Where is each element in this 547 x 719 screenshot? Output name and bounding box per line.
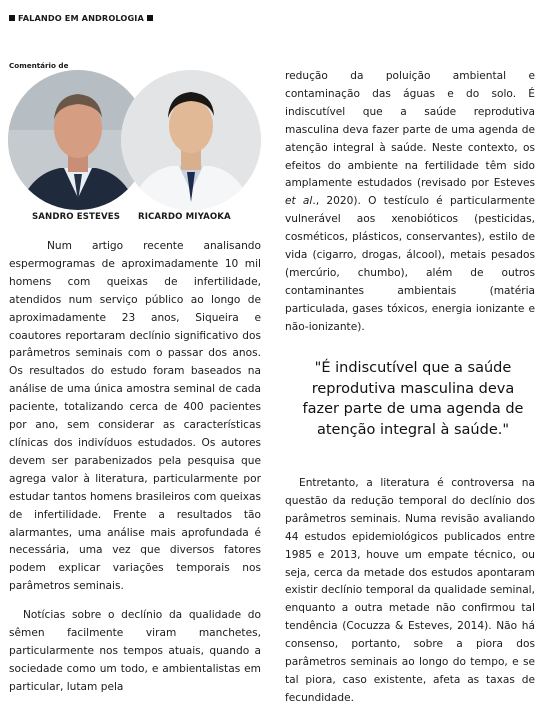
left-column [9,238,261,697]
square-bullet-icon [147,15,153,21]
paragraph: Num artigo recente analisando espermogramas de aproximadamente 10 mil homens com queixas de infertilidade, atendidos num serviço público ao longo de aproximadamente 23 anos, Siqueira e coautores reportaram declínio significativo dos parâmetros seminais com o passar dos anos. Os resultados do estudo foram baseados na análise de uma única amostra seminal de cada paciente, totalizando cerca de 400 pacientes por ano, sem considerar as características clínicas dos indivíduos estudados. Os autores devem ser parabenizados pela pesquisa que agrega valor à literatura, particularmente por estudar tantos homens brasileiros com queixas de infertilidade. Frente a resultados tão alarmantes, uma análise mais aprofundada é necessária, uma vez que diversos fatores podem explicar variações temporais nos parâmetros seminais. [9,240,261,593]
author-name-1: SANDRO ESTEVES [32,212,120,222]
author-name-2: RICARDO MIYAOKA [138,212,231,222]
comment-label: Comentário de [9,61,69,70]
section-title: FALANDO EM ANDROLOGIA [17,13,144,23]
author-photo-2 [121,70,261,210]
pull-quote: "É indiscutível que a saúde reprodutiva masculina deva fazer parte de uma agenda de atenção integral à saúde." [302,360,524,438]
paragraph-text: redução da poluição ambiental e contaminação das águas e do solo. É indiscutível que a saúde reprodutiva masculina deva fazer parte de uma agenda de atenção integral à saúde. Neste contexto, os efeitos do ambiente na fertilidade têm sido amplamente estudados (revisado por Esteves [285,70,535,190]
right-column-bottom [285,475,535,708]
paragraph: Entretanto, a literatura é controversa na questão da redução temporal do declínio dos parâmetros seminais. Numa revisão avaliando 44 estudos epidemiológicos publicados entre 1985 e 2013, houve um empate técnico, ou seja, cerca da metade dos estudos apontaram existir declínio temporal da qualidade seminal, enquanto a outra metade não confirmou tal tendência (Cocuzza & Esteves, 2014). Não há consenso, portanto, sobre a piora dos parâmetros seminais ao longo do tempo, e se tal piora, caso existente, afeta as taxas de fecundidade. [285,477,535,704]
paragraph [285,68,535,337]
section-header [9,13,153,23]
paragraph: Notícias sobre o declínio da qualidade do sêmen facilmente viram manchetes, particularmente nos tempos atuais, quando a sociedade como um todo, e ambientalistas em particular, lutam pela [9,609,261,693]
right-column-top [285,68,535,337]
italic-text: et al [285,195,313,208]
paragraph-text: ., 2020). O testículo é particularmente vulnerável aos xenobióticos (pesticidas, cosméticos, plásticos, conservantes), estilo de vida (cigarro, drogas, álcool), metais pesados (mercúrio, chumbo), além de outros contaminantes ambientais (matéria particulada, gases tóxicos, energia ionizante e não-ionizante). [285,195,535,333]
square-bullet-icon [9,15,15,21]
